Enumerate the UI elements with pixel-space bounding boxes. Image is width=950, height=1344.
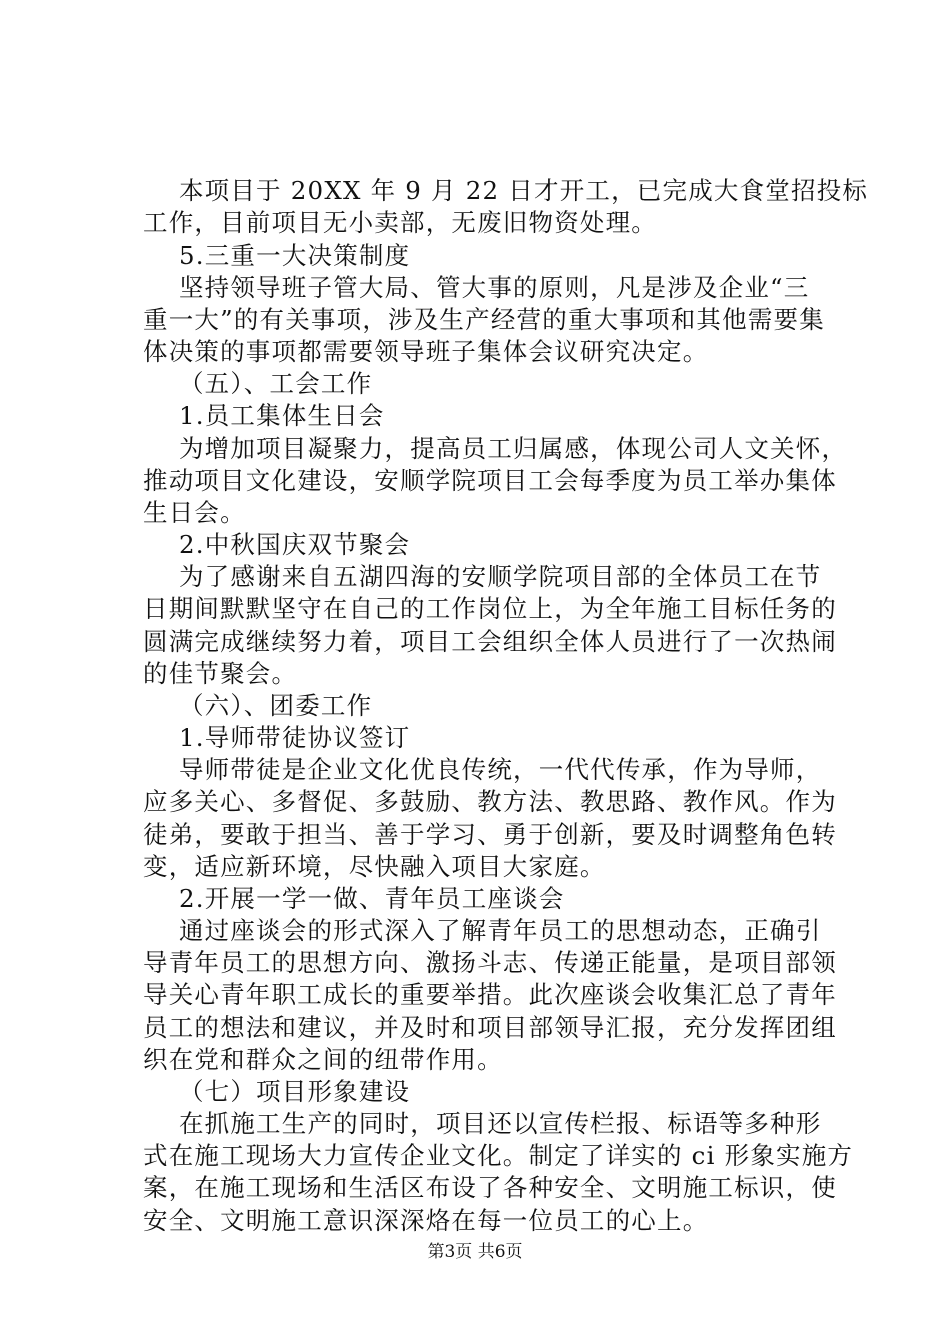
section-heading: （六）、团委工作 <box>143 691 373 720</box>
section-heading: （五）、工会工作 <box>143 369 373 398</box>
body-line: 为了感谢来自五湖四海的安顺学院项目部的全体员工在节 <box>143 562 822 591</box>
body-line: 工作，目前项目无小卖部，无废旧物资处理。 <box>143 208 657 237</box>
body-line: 的佳节聚会。 <box>143 659 298 688</box>
body-line: 徒弟，要敢于担当、善于学习、勇于创新，要及时调整角色转 <box>143 820 837 849</box>
body-line: 导关心青年职工成长的重要举措。此次座谈会收集汇总了青年 <box>143 980 837 1009</box>
body-line: 员工的想法和建议，并及时和项目部领导汇报，充分发挥团组 <box>143 1013 837 1042</box>
body-line: 变，适应新环境，尽快融入项目大家庭。 <box>143 852 606 881</box>
section-heading: 2.开展一学一做、青年员工座谈会 <box>143 884 565 913</box>
body-line: 圆满完成继续努力着，项目工会组织全体人员进行了一次热闹 <box>143 627 837 656</box>
body-line: 重一大”的有关事项，涉及生产经营的重大事项和其他需要集 <box>143 305 825 334</box>
body-line: 本项目于 20XX 年 9 月 22 日才开工，已完成大食堂招投标 <box>143 176 869 205</box>
body-line: 案，在施工现场和生活区布设了各种安全、文明施工标识，使 <box>143 1173 837 1202</box>
body-line: 安全、文明施工意识深深烙在每一位员工的心上。 <box>143 1206 709 1235</box>
body-line: 导师带徒是企业文化优良传统，一代代传承，作为导师， <box>143 755 822 784</box>
body-line: 应多关心、多督促、多鼓励、教方法、教思路、教作风。作为 <box>143 787 837 816</box>
body-line: 坚持领导班子管大局、管大事的原则，凡是涉及企业“三 <box>143 273 810 302</box>
section-heading: （七）项目形象建设 <box>143 1077 411 1106</box>
body-line: 通过座谈会的形式深入了解青年员工的思想动态，正确引 <box>143 916 822 945</box>
body-line: 式在施工现场大力宣传企业文化。制定了详实的 ci 形象实施方 <box>143 1141 854 1170</box>
body-line: 在抓施工生产的同时，项目还以宣传栏报、标语等多种形 <box>143 1109 822 1138</box>
body-line: 织在党和群众之间的纽带作用。 <box>143 1045 503 1074</box>
section-heading: 2.中秋国庆双节聚会 <box>143 530 411 559</box>
body-line: 体决策的事项都需要领导班子集体会议研究决定。 <box>143 337 709 366</box>
body-line: 推动项目文化建设，安顺学院项目工会每季度为员工举办集体 <box>143 466 837 495</box>
section-heading: 1.员工集体生日会 <box>143 401 385 430</box>
page-number-footer: 第3页 共6页 <box>427 1242 523 1262</box>
body-line: 日期间默默坚守在自己的工作岗位上，为全年施工目标任务的 <box>143 594 837 623</box>
section-heading: 1.导师带徒协议签订 <box>143 723 411 752</box>
body-line: 为增加项目凝聚力，提高员工归属感，体现公司人文关怀， <box>143 434 848 463</box>
section-heading: 5.三重一大决策制度 <box>143 241 411 270</box>
body-line: 生日会。 <box>143 498 246 527</box>
body-line: 导青年员工的思想方向、激扬斗志、传递正能量，是项目部领 <box>143 948 837 977</box>
